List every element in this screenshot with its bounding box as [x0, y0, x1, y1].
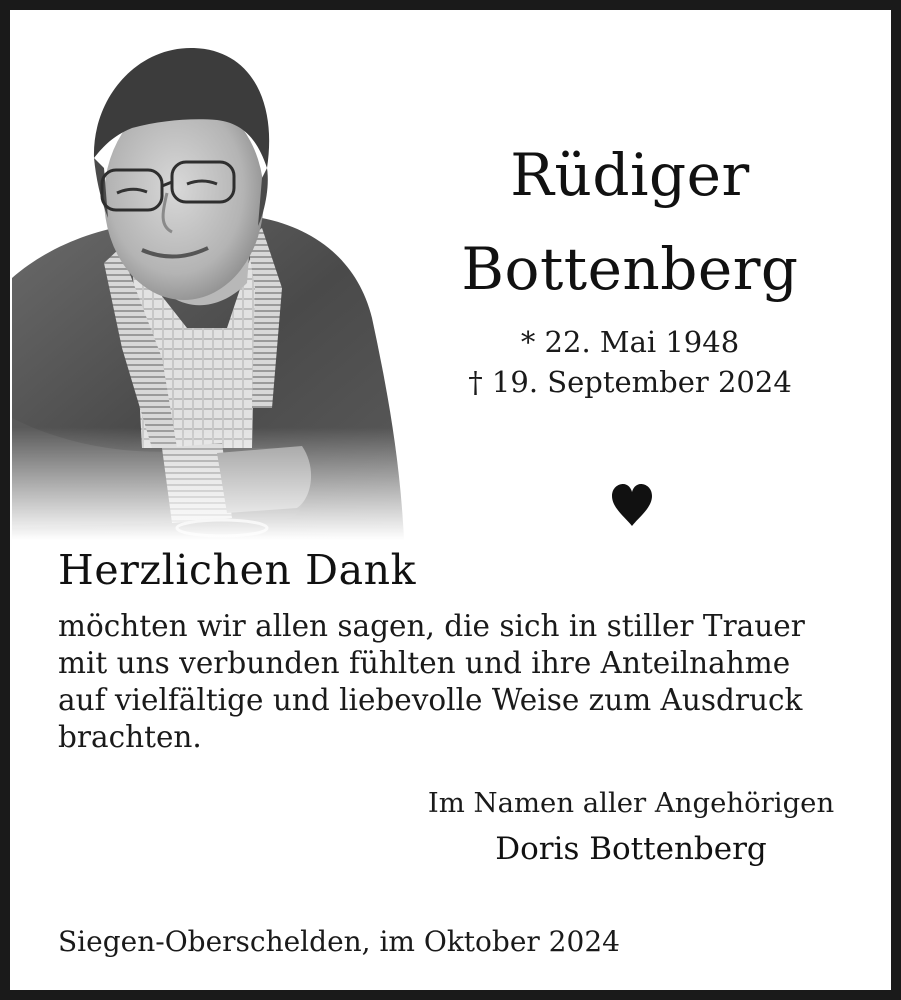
thanks-line: brachten.	[58, 720, 202, 754]
place-and-date: Siegen-Oberschelden, im Oktober 2024	[58, 925, 620, 958]
thanks-message	[58, 608, 858, 756]
death-date: † 19. September 2024	[468, 365, 792, 399]
signature-intro: Im Namen aller Angehörigen	[427, 787, 835, 819]
thanks-heading: Herzlichen Dank	[58, 546, 417, 594]
heart-icon	[608, 482, 656, 528]
signature-name: Doris Bottenberg	[495, 831, 767, 867]
deceased-last-name: Bottenberg	[461, 235, 799, 303]
thanks-line: mit uns verbunden fühlten und ihre Anteilnahme	[58, 646, 791, 680]
portrait-photo	[12, 28, 404, 540]
deceased-first-name: Rüdiger	[510, 141, 750, 209]
birth-date: * 22. Mai 1948	[520, 325, 740, 359]
thanks-line: auf vielfältige und liebevolle Weise zum Ausdruck	[58, 683, 803, 717]
thanks-line: möchten wir allen sagen, die sich in stiller Trauer	[58, 609, 805, 643]
